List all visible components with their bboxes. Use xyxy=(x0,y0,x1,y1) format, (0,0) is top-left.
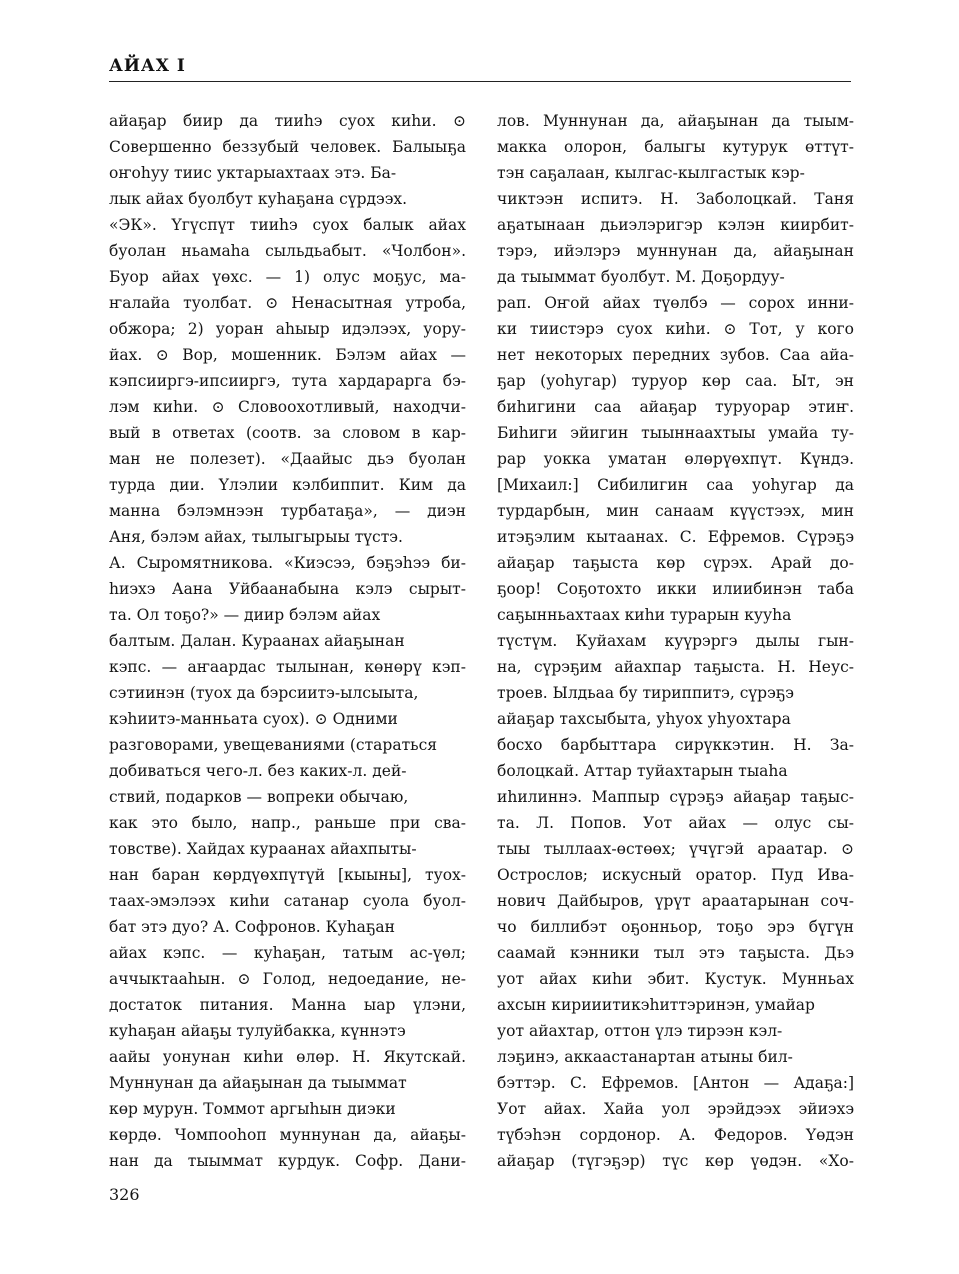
text-line: турда дии. Үлэлии кэлбиппит. Ким да xyxy=(109,476,466,494)
text-line: добиваться чего-л. без каких-л. дей- xyxy=(109,762,407,780)
text-line: болоцкай. Аттар туйахтарын тыаһа xyxy=(497,762,788,780)
text-line: аҕатынаан дьиэлэригэр кэлэн киирбит- xyxy=(497,216,854,234)
text-line: ствий, подарков — вопреки обычаю, xyxy=(109,788,409,806)
text-line: биһигини саа айаҕар туруорар этиҥ. xyxy=(497,398,854,416)
text-line: лэҕинэ, аккаастанартан атыны бил- xyxy=(497,1048,793,1066)
text-line: түстүм. Куйахам куүрэргэ дылы гын- xyxy=(497,632,854,650)
text-line: ҕар (уоһугар) туруор көр саа. Ыт, эн xyxy=(497,372,854,390)
text-line: Аня, бэлэм айах, тылыгырыы түстэ. xyxy=(109,528,403,546)
text-line: на, сүрэҕим айахпар таҕыста. Н. Неус- xyxy=(497,658,854,676)
text-line: нан да тыыммат курдук. Софр. Дани- xyxy=(109,1152,466,1170)
text-line: чиктээн испитэ. Н. Заболоцкай. Таня xyxy=(497,190,854,208)
text-line: оҥоһуу тиис уктарыахтаах этэ. Ба- xyxy=(109,164,397,182)
text-line: та. Ол тоҕо?» — диир бэлэм айах xyxy=(109,606,381,624)
text-line: итэҕэлим кытаанах. С. Ефремов. Сүрэҕэ xyxy=(497,528,854,546)
running-head: АЙАХ I xyxy=(109,56,186,76)
text-line: ҥалайа туолбат. ⊙ Ненасытная утроба, xyxy=(109,294,466,312)
text-line: чо биллибэт оҕонньор, тоҕо эрэ бүгүн xyxy=(497,918,854,936)
text-line: товстве). Хайдах кураанах айахпыты- xyxy=(109,840,417,858)
text-line: саамай кэнники тыл этэ таҕыста. Дьэ xyxy=(497,944,854,962)
text-line: обжора; 2) уоран аһыыр идэлээх, уору- xyxy=(109,320,466,338)
text-line: һиэхэ Аана Уйбаанабына кэлэ сырыт- xyxy=(109,580,466,598)
text-line: Биһиги эйигин тыыннаахтыы умайа ту- xyxy=(497,424,854,442)
text-line: как это было, напр., раньше при сва- xyxy=(109,814,466,832)
text-line: саҕынньахтаах киһи турарын кууһа xyxy=(497,606,792,624)
text-line: лэм киһи. ⊙ Словоохотливый, находчи- xyxy=(109,398,466,416)
text-line: А. Сыромятникова. «Киэсээ, бэҕэһээ би- xyxy=(109,554,466,572)
text-line: нович Дайбыров, үрүт араатарынан соч- xyxy=(497,892,854,910)
text-line: тэрэ, ийэлэрэ муннунан да, айаҕынан xyxy=(497,242,854,260)
text-line: ман не полезет). «Даайыс дьэ буолан xyxy=(109,450,466,468)
text-line: лык айах буолбут куһаҕана сүрдээх. xyxy=(109,190,408,208)
text-line: кэпс. — аҥаардас тылынан, көнөрү кэп- xyxy=(109,658,466,676)
text-line: Совершенно беззубый человек. Балыыҕа xyxy=(109,138,466,156)
text-line: рап. Оҥой айах түөлбэ — сорох инни- xyxy=(497,294,854,312)
text-line: көрдө. Чомпооһоп муннунан да, айаҕы- xyxy=(109,1126,466,1144)
text-line: ахсын кирииитикэһиттэринэн, умайар xyxy=(497,996,815,1014)
text-line: буолан ньамаһа сыльдьабыт. «Чолбон». xyxy=(109,242,466,260)
text-line: айаҕар тахсыбыта, уһуох уһуохтара xyxy=(497,710,791,728)
text-line: бат этэ дуо? А. Софронов. Куһаҕан xyxy=(109,918,396,936)
text-line: көр мурун. Томмот аргыһын диэки xyxy=(109,1100,396,1118)
text-line: иһилиннэ. Маппыр сүрэҕэ айаҕар таҕыс- xyxy=(497,788,854,806)
text-line: Уот айах. Хайа уол эрэйдээх эйиэхэ xyxy=(497,1100,854,1118)
text-line: тэн саҕалаан, кылгас-кылгастык кэр- xyxy=(497,164,805,182)
text-line: Муннунан да айаҕынан да тыыммат xyxy=(109,1074,407,1092)
text-line: ки тиистэрэ суох киһи. ⊙ Тот, у кого xyxy=(497,320,854,338)
text-line: айаҕар (түгэҕэр) түс көр үөдэн. «Хо- xyxy=(497,1152,854,1170)
text-line: та. Л. Попов. Уот айах — олус сы- xyxy=(497,814,854,832)
text-line: түбэһэн сордонор. А. Федоров. Үөдэн xyxy=(497,1126,854,1144)
text-line: уот айах киһи эбит. Кустук. Мунньах xyxy=(497,970,854,988)
right-column xyxy=(497,108,854,1170)
text-line: «ЭК». Үгүспүт тииһэ суох балык айах xyxy=(109,216,466,234)
text-line: аайы уонунан киһи өлөр. Н. Якутскай. xyxy=(109,1048,466,1066)
text-line: айаҕар таҕыста көр сүрэх. Арай до- xyxy=(497,554,854,572)
text-line: турдарбын, мин санаам күүстээх, мин xyxy=(497,502,854,520)
text-line: кэпсииргэ-ипсииргэ, тута хардарарга бэ- xyxy=(109,372,466,390)
text-line: манна бэлэмнээн турбатаҕа», — диэн xyxy=(109,502,466,520)
text-line: троев. Ылдьаа бу тириппитэ, сүрэҕэ xyxy=(497,684,794,702)
text-line: вый в ответах (соотв. за словом в кар- xyxy=(109,424,466,442)
text-line: рар уокка уматан өлөрүөхпүт. Күндэ. xyxy=(497,450,854,468)
text-line: [Михаил:] Сибилигин саа уоһугар да xyxy=(497,476,854,494)
text-line: нет некоторых передних зубов. Саа айа- xyxy=(497,346,854,364)
text-line: уот айахтар, оттон үлэ тирээн кэл- xyxy=(497,1022,783,1040)
text-line: нан баран көрдүөхпүтүй [кыыны], туох- xyxy=(109,866,466,884)
text-line: балтым. Далан. Кураанах айаҕынан xyxy=(109,632,405,650)
text-line: Буор айах үөхс. — 1) олус моҕус, ма- xyxy=(109,268,466,286)
text-line: разговорами, увещеваниями (стараться xyxy=(109,736,438,754)
text-line: ҕоор! Соҕотохто икки илиибинэн таба xyxy=(497,580,854,598)
text-line: таах-эмэлээх киһи сатанар суола буол- xyxy=(109,892,466,910)
text-line: куһаҕан айаҕы тулуйбакка, күннэтэ xyxy=(109,1022,406,1040)
left-column xyxy=(109,108,466,1170)
text-line: Острослов; искусный оратор. Пуд Ива- xyxy=(497,866,854,884)
text-line: сэтиинэн (туох да бэрсиитэ-ылсыыта, xyxy=(109,684,419,702)
text-line: босхо барбыттара сирүккэтин. Н. За- xyxy=(497,736,854,754)
text-line: тыы тыллаах-өстөөх; үчүгэй араатар. ⊙ xyxy=(497,840,854,858)
text-line: йах. ⊙ Вор, мошенник. Бэлэм айах — xyxy=(109,346,466,364)
page-number: 326 xyxy=(109,1185,140,1204)
text-line: кэһиитэ-манньата суох). ⊙ Одними xyxy=(109,710,398,728)
text-line: аччыктааһын. ⊙ Голод, недоедание, не- xyxy=(109,970,466,988)
text-line: айах кэпс. — куһаҕан, татым ас-үөл; xyxy=(109,944,466,962)
text-line: да тыыммат буолбут. М. Доҕордуу- xyxy=(497,268,785,286)
text-line: лов. Муннунан да, айаҕынан да тыым- xyxy=(497,112,854,130)
text-line: макка олорон, балыгы кутурук өттүт- xyxy=(497,138,854,156)
text-line: бэттэр. С. Ефремов. [Антон — Адаҕа:] xyxy=(497,1074,854,1092)
text-line: айаҕар биир да тииһэ суох киһи. ⊙ xyxy=(109,112,466,130)
text-line: достаток питания. Манна ыар үлэни, xyxy=(109,996,466,1014)
header-rule xyxy=(109,81,851,82)
